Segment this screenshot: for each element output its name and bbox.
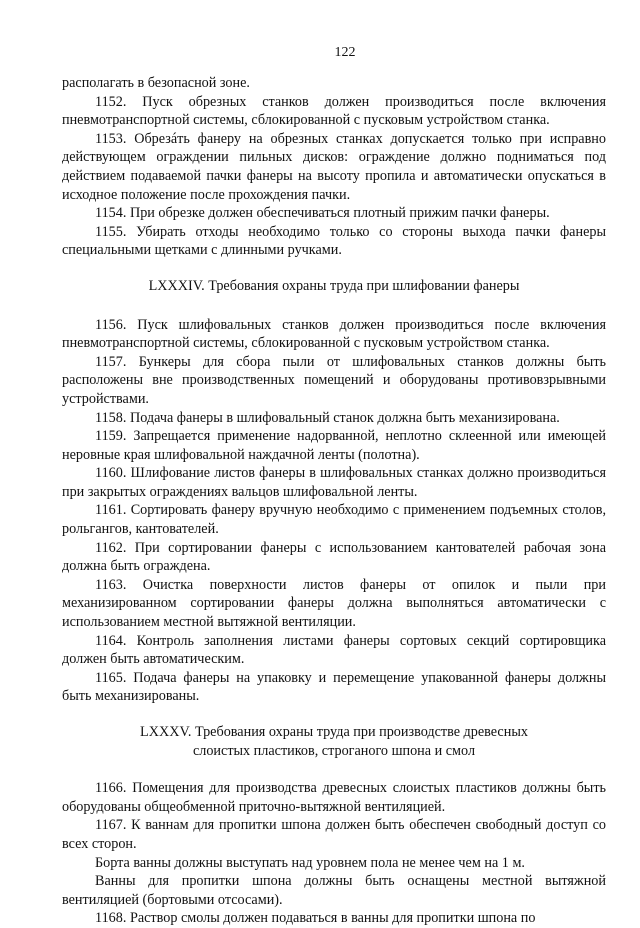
paragraph: Борта ванны должны выступать над уровнем пола не менее чем на 1 м.	[95, 854, 525, 871]
heading-line: LXXXV. Требования охраны труда при производстве древесных	[140, 724, 528, 740]
paragraph: 1168. Раствор смолы должен подаваться в ванны для пропитки шпона по	[95, 910, 536, 927]
paragraph: 1166. Помещения для производства древесных слоистых пластиков должны быть оборудованы общеобменной приточно-вытяжной вентиляцией.	[62, 780, 606, 815]
paragraph: 1161. Сортировать фанеру вручную необходимо с применением подъемных столов, рольгангов, кантователей.	[62, 502, 606, 538]
paragraph: 1165. Подача фанеры на упаковку и перемещение упакованной фанеры должны быть механизированы.	[62, 669, 606, 705]
paragraph: 1162. При сортировании фанеры с использованием кантователей рабочая зона должна быть ограждена.	[62, 539, 606, 575]
paragraph: 1153. Обрезáть фанеру на обрезных станках допускается только при исправно действующем ограждении пильных дисков: ограждение должно подниматься под действием подаваемой пачки фанеры на высоту пропила и автоматически опускаться в исходное положение после прохождения пачки.	[62, 130, 606, 203]
paragraph: 1155. Убирать отходы необходимо только со стороны выхода пачки фанеры специальными щетками с длинными ручками.	[62, 223, 606, 259]
paragraph: располагать в безопасной зоне.	[62, 75, 250, 91]
paragraph: 1152. Пуск обрезных станков должен производиться после включения пневмотранспортной системы, сблокированной с пусковым устройством станка.	[62, 93, 606, 129]
paragraph: 1159. Запрещается применение надорванной, неплотно склеенной или имеющей неровные края шлифовальной наждачной ленты (полотна).	[62, 428, 606, 463]
paragraph: 1154. При обрезке должен обеспечиваться плотный прижим пачки фанеры.	[95, 205, 550, 222]
paragraph: 1160. Шлифование листов фанеры в шлифовальных станках должно производиться при закрытых ограждениях вальцов шлифовальной ленты.	[62, 465, 606, 500]
page-number: 122	[334, 45, 356, 60]
section-heading-lxxxiv: LXXXIV. Требования охраны труда при шлифовании фанеры	[148, 277, 520, 294]
paragraph: 1163. Очистка поверхности листов фанеры от опилок и пыли при механизированном сортировании фанеры должна выполняться автоматически с использованием местной вытяжной вентиляции.	[62, 576, 606, 631]
paragraph: 1157. Бункеры для сбора пыли от шлифовальных станков должны быть расположены вне производственных помещений и оборудованы противовзрывными устройствами.	[62, 353, 606, 407]
section-lxxxiv-body	[62, 316, 606, 706]
paragraph: Ванны для пропитки шпона должны быть оснащены местной вытяжной вентиляцией (бортовыми отсосами).	[62, 873, 606, 908]
section-heading-lxxxv	[62, 723, 606, 760]
paragraph: 1158. Подача фанеры в шлифовальный станок должна быть механизирована.	[95, 409, 560, 426]
paragraph: 1164. Контроль заполнения листами фанеры сортовых секций сортировщика должен быть автоматическим.	[62, 632, 606, 668]
section-lxxxv-body	[62, 779, 606, 928]
paragraph: 1167. К ваннам для пропитки шпона должен быть обеспечен свободный доступ со всех сторон.	[62, 817, 606, 852]
section-continuation	[62, 74, 606, 260]
paragraph: 1156. Пуск шлифовальных станков должен производиться после включения пневмотранспортной системы, сблокированной с пусковым устройством станка.	[62, 316, 606, 352]
heading-line: слоистых пластиков, строганого шпона и смол	[192, 742, 476, 759]
